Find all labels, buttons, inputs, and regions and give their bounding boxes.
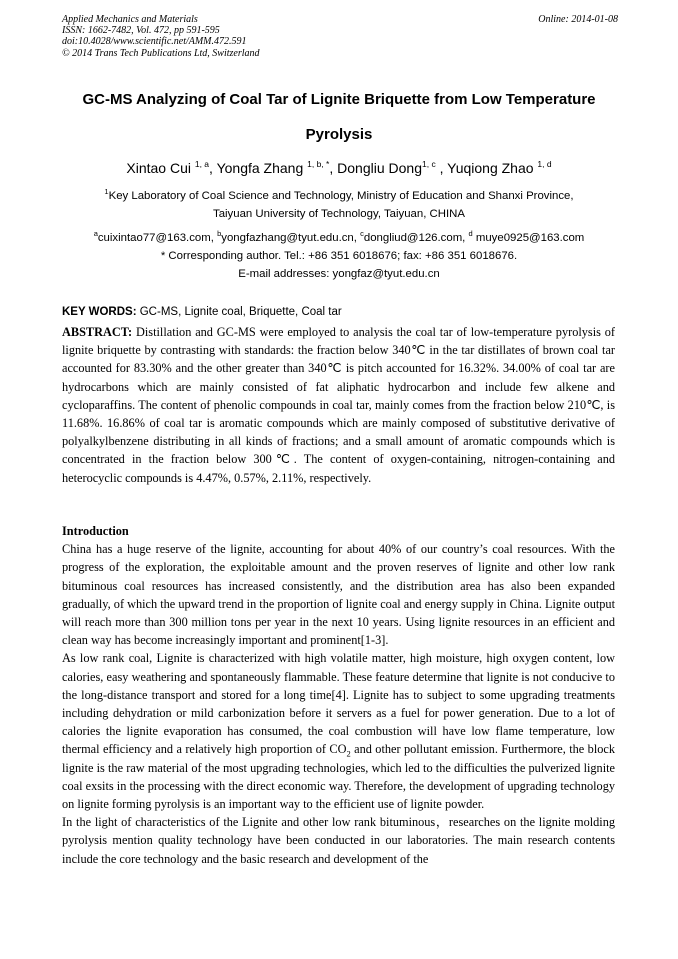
email-mark: a bbox=[93, 229, 98, 238]
paragraph-text: As low rank coal, Lignite is characterized with high volatile matter, high moisture, high oxygen content, low calories, easy weathering and spontaneously flammable. These feature determine that lignite is not conducive to the long-distance transport and stored for a long time[4]. Lignite has to subject to some upgrading treatments including dehydration or mild carbonization before it servers as a fuel for power generation. Due to a lot of calories the lignite evaporation has consumed, the coal combustion will have low flame temperature, low thermal efficiency and a relatively high proportion of CO bbox=[62, 651, 615, 757]
paper-title-line-2: Pyrolysis bbox=[305, 126, 373, 143]
introduction-section bbox=[62, 522, 615, 868]
keywords-label: KEY WORDS: bbox=[62, 306, 137, 318]
author-name: Xintao Cui bbox=[126, 160, 191, 176]
paragraph-text: and other pollutant emission. Furthermore, the block lignite is the raw material of the most upgrading technologies, which led to the difficulties the pulverized lignite coal exsits in the processing with the direct economic way. Therefore, the development of upgrading technology on lignite forming pyrolysis is an important way to the efficient use of lignite powder. bbox=[62, 742, 615, 812]
paragraph: In the light of characteristics of the Lignite and other low rank bituminous，researches on the lignite molding pyrolysis mention quality technology have been conducted in our laboratories. The main research contents include the core technology and the basic research and development of the bbox=[62, 815, 615, 866]
affiliation-line-2: Taiyuan University of Technology, Taiyuan, CHINA bbox=[213, 208, 465, 220]
corresponding-author: * Corresponding author. Tel.: +86 351 6018676; fax: +86 351 6018676. bbox=[160, 250, 518, 262]
author-affiliation-mark: 1, d bbox=[537, 159, 552, 169]
doi: doi:10.4028/www.scientific.net/AMM.472.591 bbox=[62, 36, 247, 48]
author-affiliation-mark: 1, a bbox=[194, 159, 210, 169]
subscript: 2 bbox=[346, 748, 351, 759]
email-address: cuixintao77@163.com, bbox=[97, 232, 218, 244]
email-address: yongfazhang@tyut.edu.cn, bbox=[221, 232, 361, 244]
author-emails bbox=[40, 231, 638, 246]
affiliation-line-1 bbox=[40, 189, 638, 204]
email-mark: c bbox=[360, 229, 364, 238]
author-list: Xintao Cui $^{1, a}$, Yongfa Zhang $^{1, b, *}$, Dongliu Dong$^{1, c}$ , Yuqiong Zhao $^{1, d}$ bbox=[126, 159, 552, 176]
abstract-text: Distillation and GC-MS were employed to analysis the coal tar of low-temperature pyrolysis of lignite briquette by contrasting with standards: the fraction below 340℃ in the tar distillates of brown coal tar accounted for 83.30% and the other greater than 340℃ is pitch accounted for 16.32%. 34.00% of coal tar are hydrocarbons which are mainly consisted of fat aliphatic hydrocarbon and include few alkene and cycloparaffins. The content of phenolic compounds in coal tar, mainly comes from the fraction below 210℃, is 11.68%. 16.86% of coal tar is aromatic compounds which are mainly composed of substitutive derivative of polyalkylbenzene distributing in all kinds of fractions; and a small amount of aromatic compounds which is concentrated in the fraction below 300℃. The content of oxygen-containing, nitrogen-containing and heterocyclic compounds is 4.47%, 0.57%, 2.11%, respectively. bbox=[62, 325, 615, 485]
email-address: dongliud@126.com, bbox=[363, 232, 469, 244]
affiliation-text: Key Laboratory of Coal Science and Technology, Ministry of Education and Shanxi Province, bbox=[108, 190, 574, 202]
copyright: © 2014 Trans Tech Publications Ltd, Switzerland bbox=[62, 47, 260, 59]
section-heading: Introduction bbox=[62, 524, 129, 538]
abstract-label: ABSTRACT: bbox=[62, 325, 133, 339]
author-name: Yongfa Zhang bbox=[216, 160, 304, 176]
abstract bbox=[62, 323, 615, 487]
journal-header bbox=[62, 14, 618, 59]
paragraph: China has a huge reserve of the lignite, accounting for about 40% of our country’s coal resources. With the progress of the exploration, the exploitable amount and the proven reserves of lignite and other low rank bituminous coal resources has increased consistently, and the distribution area has also been expanded gradually, of which the upward trend in the proportion of lignite coal and energy supply in China. Lignite output will reach more than 300 million tons per year in the next 10 years. Using lignite resources in an efficient and clean way has become increasingly important and prominent[1-3]. bbox=[62, 542, 615, 648]
paragraph bbox=[62, 649, 615, 813]
journal-name: Applied Mechanics and Materials bbox=[62, 14, 198, 25]
keywords-text: GC-MS, Lignite coal, Briquette, Coal tar bbox=[136, 306, 342, 318]
email-addresses: E-mail addresses: yongfaz@tyut.edu.cn bbox=[238, 268, 440, 280]
email-mark: b bbox=[217, 229, 222, 238]
affiliation-mark: 1 bbox=[104, 187, 109, 196]
issn: ISSN: 1662-7482, Vol. 472, pp 591-595 bbox=[62, 25, 220, 37]
author-name: Yuqiong Zhao bbox=[447, 160, 534, 176]
email-address: muye0925@163.com bbox=[472, 232, 585, 244]
online-date: Online: 2014-01-08 bbox=[538, 14, 618, 25]
email-mark: d bbox=[468, 229, 473, 238]
author-name: Dongliu Dong bbox=[337, 160, 422, 176]
keywords bbox=[62, 305, 618, 319]
paper-title-line-1: GC-MS Analyzing of Coal Tar of Lignite Briquette from Low Temperature bbox=[82, 91, 596, 108]
author-affiliation-mark: 1, b, * bbox=[307, 159, 330, 169]
author-affiliation-mark: 1, c bbox=[422, 159, 436, 169]
